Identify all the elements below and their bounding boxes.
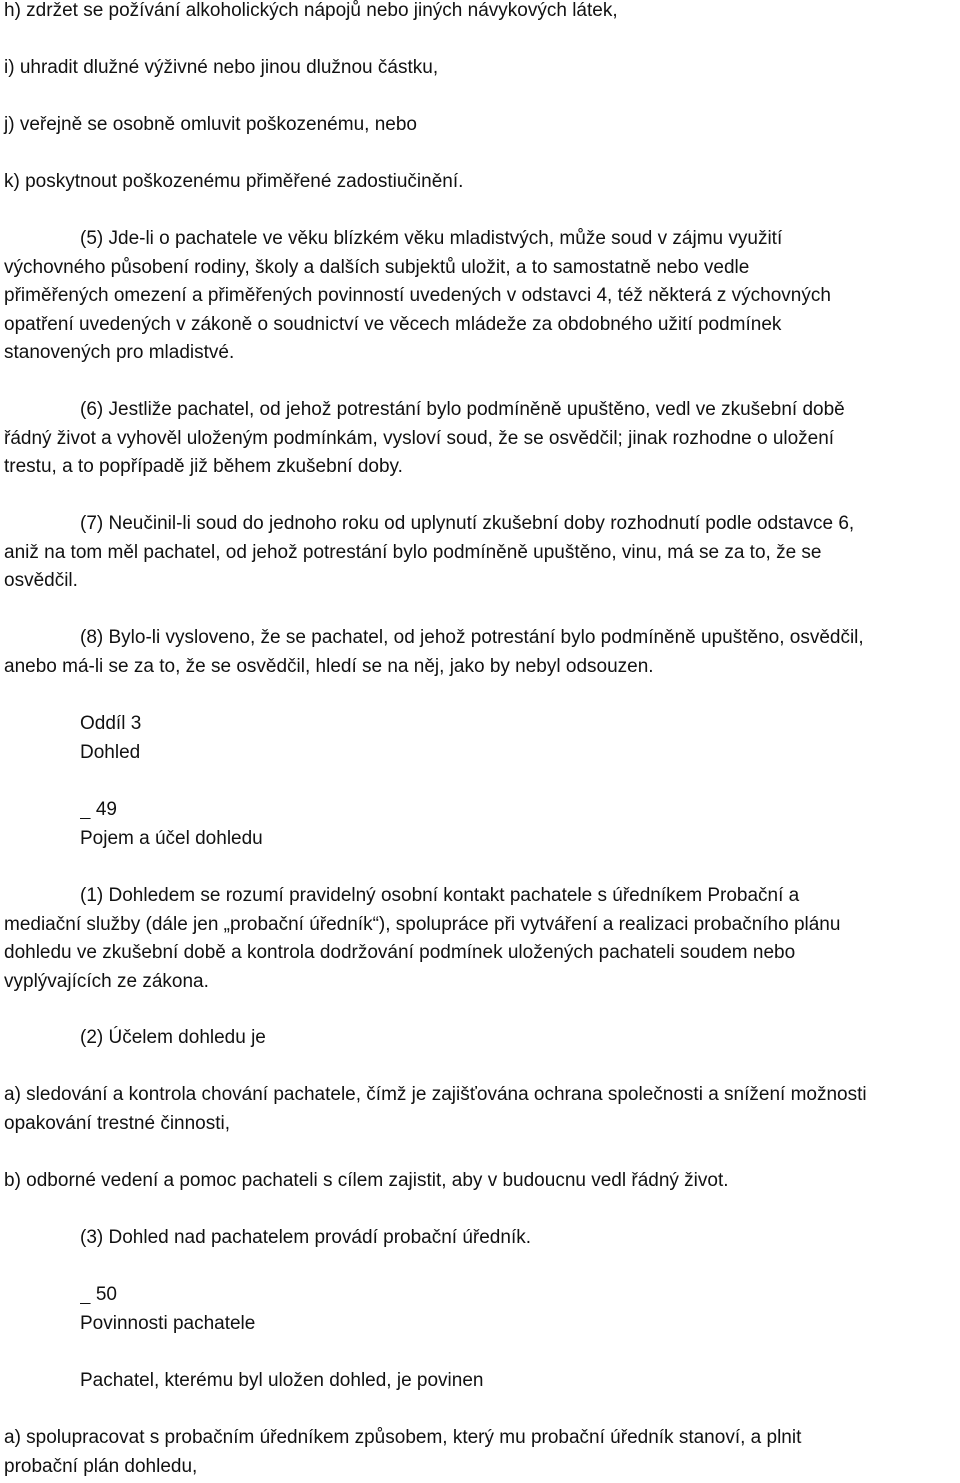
section-title: Dohled — [80, 741, 141, 763]
list-item-j: j) veřejně se osobně omluvit poškozenému, nebo — [4, 114, 417, 135]
paragraph-5: (5) Jde-li o pachatele ve věku blízkém věku mladistvých, může soud v zájmu využití výchovného působení rodiny, školy a dalších subjektů uložit, a to samostatně nebo vedle přiměřených omezení a přiměřených povinností uvedených v odstavci 4, též některá z výchovných opatření uvedených v zákoně o soudnictví ve věcech mládeže za obdobného užití podmínek stanovených pro mladistvé. — [4, 228, 831, 363]
section-number: Oddíl 3 — [80, 713, 142, 734]
paragraph-number: 50 — [90, 1284, 117, 1305]
paragraph-50-a: a) spolupracovat s probačním úředníkem způsobem, který mu probační úředník stanoví, a plnit probační plán dohledu, — [4, 1427, 802, 1477]
dohled-1: (1) Dohledem se rozumí pravidelný osobní kontakt pachatele s úředníkem Probační a mediační služby (dále jen „probační úředník“), spolupráce při vytváření a realizaci probačního plánu dohledu ve zkušební době a kontrola dodržování podmínek uložených pachateli soudem nebo vyplývajících ze zákona. — [4, 885, 841, 992]
paragraph-50-heading — [80, 1281, 956, 1338]
paragraph-49-heading — [80, 796, 956, 853]
paragraph-sign — [80, 1284, 91, 1305]
list-item-h: h) zdržet se požívání alkoholických nápojů nebo jiných návykových látek, — [4, 0, 618, 21]
paragraph-50-intro: Pachatel, kterému byl uložen dohled, je povinen — [80, 1370, 484, 1391]
paragraph-7: (7) Neučinil-li soud do jednoho roku od uplynutí zkušební doby rozhodnutí podle odstavce 6, aniž na tom měl pachatel, od jehož potrestání bylo podmíněně upuštěno, vinu, má se za to, že se osvědčil. — [4, 513, 855, 591]
paragraph-8: (8) Bylo-li vysloveno, že se pachatel, od jehož potrestání bylo podmíněně upuštěno, osvědčil, anebo má-li se za to, že se osvědčil, hledí se na něj, jako by nebyl odsouzen. — [4, 627, 864, 677]
section-heading — [80, 710, 956, 767]
paragraph-6: (6) Jestliže pachatel, od jehož potrestání bylo podmíněně upuštěno, vedl ve zkušební době řádný život a vyhověl uloženým podmínkám, vysloví soud, že se osvědčil; jinak rozhodne o uložení trestu, a to popřípadě již během zkušební doby. — [4, 399, 845, 477]
paragraph-title: Pojem a účel dohledu — [80, 827, 263, 849]
list-item-k: k) poskytnout poškozenému přiměřené zadostiučinění. — [4, 171, 464, 192]
paragraph-number: 49 — [90, 799, 117, 820]
dohled-2: (2) Účelem dohledu je — [80, 1027, 266, 1048]
paragraph-title: Povinnosti pachatele — [80, 1312, 256, 1334]
dohled-2-b: b) odborné vedení a pomoc pachateli s cílem zajistit, aby v budoucnu vedl řádný život. — [4, 1170, 729, 1191]
list-item-i: i) uhradit dlužné výživné nebo jinou dlužnou částku, — [4, 57, 439, 78]
dohled-2-a: a) sledování a kontrola chování pachatele, čímž je zajišťována ochrana společnosti a snížení možnosti opakování trestné činnosti, — [4, 1084, 867, 1134]
paragraph-sign — [80, 799, 91, 820]
dohled-3: (3) Dohled nad pachatelem provádí probační úředník. — [80, 1227, 531, 1248]
